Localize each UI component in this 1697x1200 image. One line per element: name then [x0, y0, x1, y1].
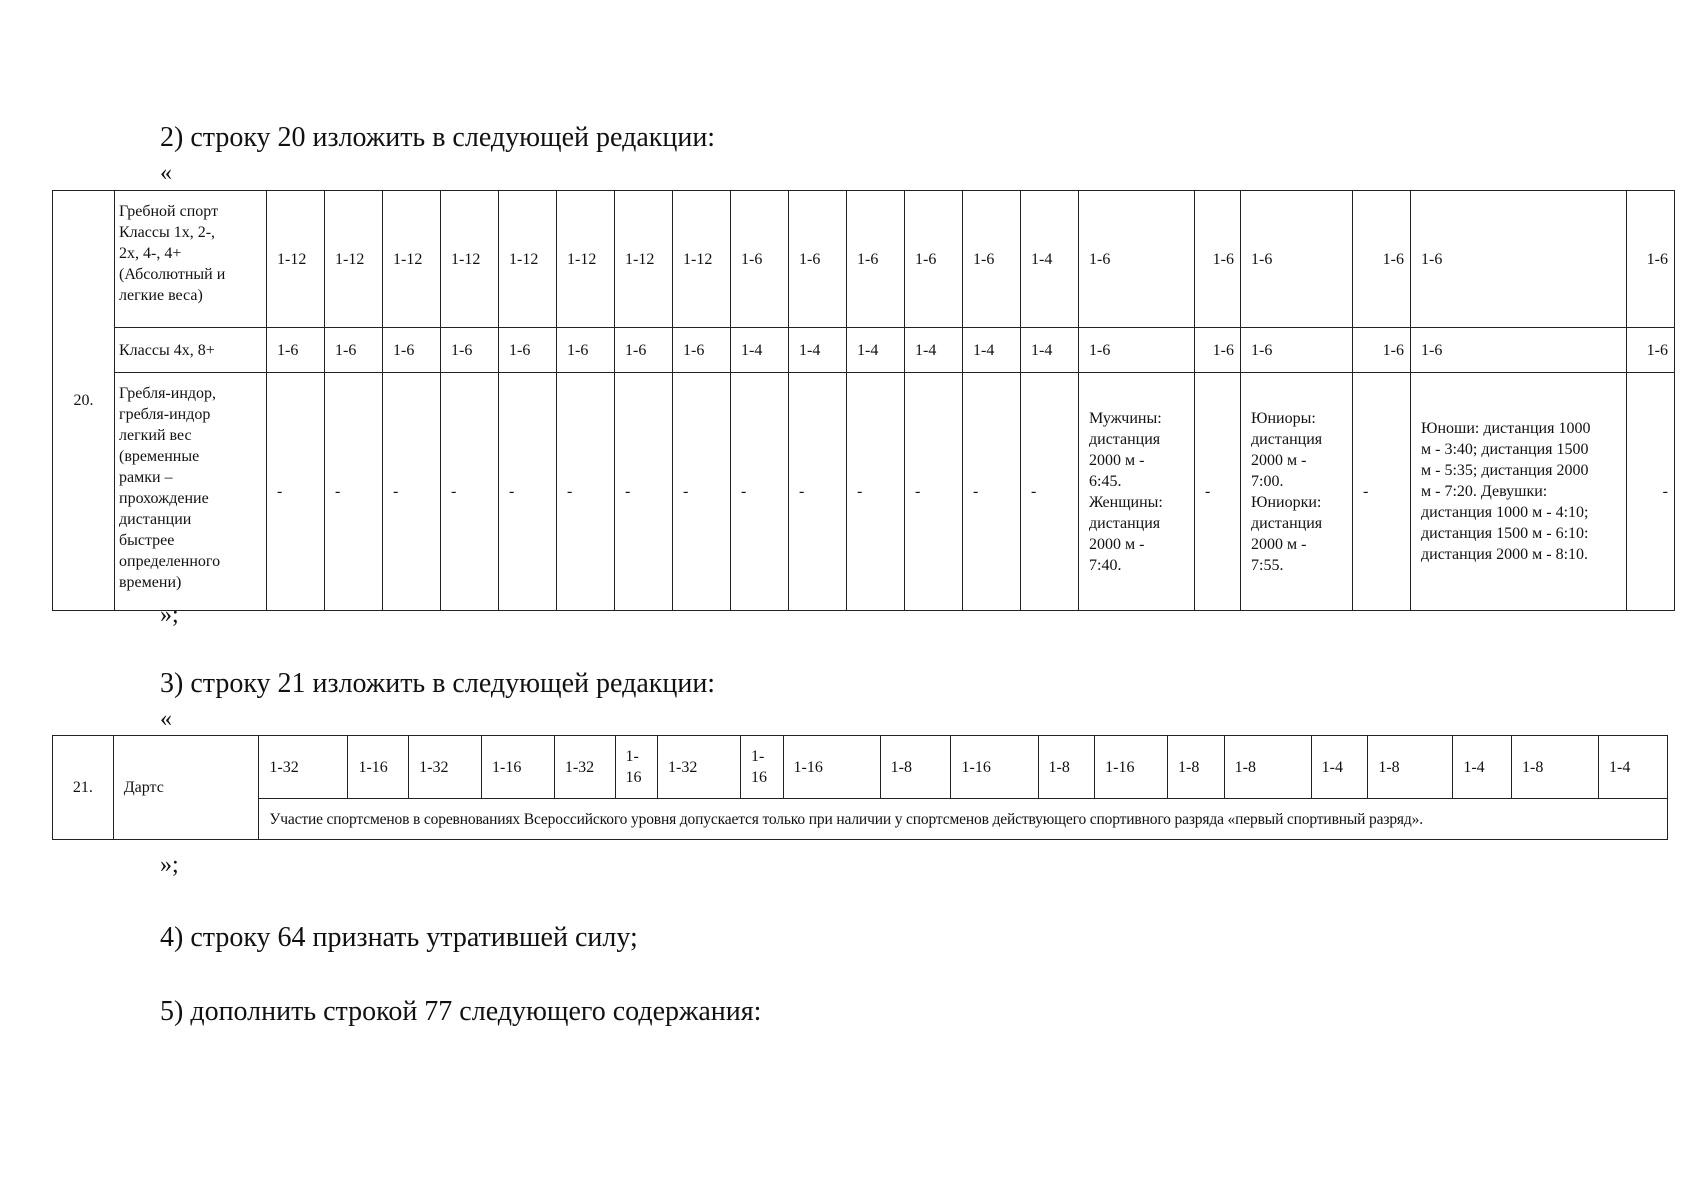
place-range-cell — [1224, 736, 1311, 799]
indoor-rowing-cell — [115, 373, 267, 611]
text-line: 1-8 — [890, 758, 912, 776]
text-line: дистанция — [1089, 514, 1161, 532]
text-line: Гребля-индор, — [119, 385, 217, 402]
place-range-cell: 1-12 — [557, 191, 615, 328]
place-range-cell: 1-4 — [789, 328, 847, 373]
text-line: (временные — [119, 448, 200, 465]
text-line: дистанция — [1251, 514, 1323, 532]
dash-cell: - — [557, 373, 615, 611]
item-3-heading: 3) строку 21 изложить в следующей редакции: — [160, 668, 716, 699]
text-line: Женщины: — [1089, 493, 1163, 511]
place-range-cell: 1-6 — [1079, 191, 1195, 328]
place-range-cell — [409, 736, 482, 799]
text-line: Мужчины: — [1089, 409, 1162, 427]
text-line: легкие веса) — [119, 287, 203, 304]
place-range-cell: 1-6 — [1627, 191, 1675, 328]
place-range-cell — [482, 736, 555, 799]
text-line: рамки – — [119, 469, 173, 486]
place-range-cell: 1-6 — [499, 328, 557, 373]
text-line: 1-4 — [1609, 758, 1631, 776]
text-line: 1-8 — [1048, 758, 1070, 776]
place-range-cell: 1-4 — [1021, 191, 1079, 328]
text-line: 16 — [751, 769, 768, 786]
text-line: 1-16 — [1105, 758, 1135, 776]
place-range-cell: 1-4 — [905, 328, 963, 373]
place-range-cell: 1-6 — [847, 191, 905, 328]
text-line: 2000 м - — [1089, 535, 1145, 553]
text-line: м - 7:20. Девушки: — [1421, 483, 1548, 500]
place-range-cell: 1-12 — [615, 191, 673, 328]
dash-cell: - — [1627, 373, 1675, 611]
item-2-close-quote: »; — [160, 602, 179, 628]
text-line: 1-8 — [1234, 758, 1256, 776]
place-range-cell — [741, 736, 784, 799]
place-range-cell — [259, 736, 348, 799]
place-range-cell: 1-12 — [325, 191, 383, 328]
place-range-cell: 1-6 — [963, 191, 1021, 328]
place-range-cell: 1-6 — [673, 328, 731, 373]
item-5-heading: 5) дополнить строкой 77 следующего содержания: — [160, 996, 762, 1027]
place-range-cell: 1-6 — [1411, 328, 1627, 373]
dash-cell: - — [1195, 373, 1241, 611]
place-range-cell: 1-12 — [441, 191, 499, 328]
text-line: 2000 м - — [1251, 451, 1307, 469]
text-line: 1-32 — [668, 758, 698, 776]
text-line: Классы 4х, 8+ — [119, 341, 215, 359]
text-line: м - 5:35; дистанция 2000 — [1421, 462, 1589, 479]
text-line: времени) — [119, 574, 182, 591]
text-line: м - 3:40; дистанция 1500 — [1421, 441, 1589, 458]
text-line: Юниорки: — [1251, 493, 1322, 511]
place-range-cell: 1-4 — [847, 328, 905, 373]
dash-cell: - — [789, 373, 847, 611]
text-line: 1-8 — [1378, 758, 1400, 776]
text-line: 16 — [625, 769, 642, 786]
text-line: определенного — [119, 553, 221, 570]
place-range-cell: 1-6 — [1079, 328, 1195, 373]
dash-cell: - — [615, 373, 673, 611]
text-line: 6:45. — [1089, 472, 1122, 490]
text-line: 1-16 — [793, 758, 823, 776]
place-range-cell: 1-6 — [731, 191, 789, 328]
place-range-cell: 1-6 — [1353, 328, 1411, 373]
dash-cell: - — [267, 373, 325, 611]
place-range-cell: 1-6 — [267, 328, 325, 373]
sport-classes-cell — [115, 328, 267, 373]
place-range-cell — [348, 736, 409, 799]
dash-cell: - — [325, 373, 383, 611]
text-line: Юноши: дистанция 1000 — [1421, 420, 1591, 437]
text-line: 1- — [625, 748, 639, 765]
men-women-standard-cell — [1079, 373, 1195, 611]
place-range-cell: 1-6 — [1411, 191, 1627, 328]
text-line: прохождение — [119, 490, 209, 507]
text-line: 1-16 — [358, 758, 388, 776]
dash-cell: - — [1021, 373, 1079, 611]
participation-note: Участие спортсменов в соревнованиях Всероссийского уровня допускается только при наличии у спортсменов действующего спортивного разряда «первый спортивный разряд». — [259, 799, 1668, 840]
text-line: 1-32 — [269, 758, 299, 776]
place-range-cell — [554, 736, 615, 799]
place-range-cell: 1-12 — [673, 191, 731, 328]
text-line: 1- — [751, 748, 765, 765]
row-number: 21. — [53, 736, 114, 840]
place-range-cell: 1-6 — [615, 328, 673, 373]
text-line: быстрее — [119, 532, 175, 549]
place-range-cell — [880, 736, 951, 799]
place-range-cell — [1368, 736, 1453, 799]
text-line: 1-8 — [1178, 758, 1200, 776]
item-3-close-quote: »; — [160, 852, 179, 878]
text-line: 1-4 — [1321, 758, 1343, 776]
place-range-cell: 1-12 — [499, 191, 557, 328]
place-range-cell: 1-4 — [731, 328, 789, 373]
dash-cell: - — [847, 373, 905, 611]
dash-cell: - — [963, 373, 1021, 611]
place-range-cell — [951, 736, 1038, 799]
place-range-cell: 1-6 — [1241, 191, 1353, 328]
text-line: Классы 1х, 2-, — [119, 224, 216, 241]
place-range-cell — [1168, 736, 1225, 799]
text-line: 2х, 4-, 4+ — [119, 245, 182, 262]
place-range-cell: 1-6 — [383, 328, 441, 373]
text-line: 1-16 — [961, 758, 991, 776]
place-range-cell: 1-12 — [383, 191, 441, 328]
place-range-cell: 1-6 — [1241, 328, 1353, 373]
place-range-cell: 1-6 — [1195, 328, 1241, 373]
row-21-table — [52, 735, 1668, 840]
text-line: 1-32 — [419, 758, 449, 776]
place-range-cell: 1-6 — [789, 191, 847, 328]
item-2-heading: 2) строку 20 изложить в следующей редакции: — [160, 122, 716, 153]
dash-cell: - — [731, 373, 789, 611]
place-range-cell — [1311, 736, 1368, 799]
text-line: 7:40. — [1089, 556, 1122, 574]
text-line: дистанция 2000 м - 8:10. — [1421, 546, 1589, 563]
place-range-cell — [1453, 736, 1512, 799]
text-line: 7:55. — [1251, 556, 1284, 574]
text-line: (Абсолютный и — [119, 266, 226, 283]
sport-name-cell: Дартс — [113, 736, 259, 840]
place-range-cell: 1-6 — [441, 328, 499, 373]
text-line: 1-4 — [1463, 758, 1485, 776]
text-line: Гребной спорт — [119, 203, 219, 220]
place-range-cell: 1-6 — [905, 191, 963, 328]
youth-standard-cell — [1411, 373, 1627, 611]
text-line: Юниоры: — [1251, 409, 1316, 427]
dash-cell: - — [499, 373, 557, 611]
juniors-standard-cell — [1241, 373, 1353, 611]
place-range-cell — [615, 736, 658, 799]
place-range-cell: 1-6 — [325, 328, 383, 373]
text-line: 2000 м - — [1251, 535, 1307, 553]
text-line: дистанции — [119, 511, 192, 528]
item-4-heading: 4) строку 64 признать утратившей силу; — [160, 922, 638, 953]
place-range-cell: 1-4 — [963, 328, 1021, 373]
text-line: легкий вес — [119, 427, 192, 444]
text-line: 1-16 — [492, 758, 522, 776]
text-line: 2000 м - — [1089, 451, 1145, 469]
text-line: 1-8 — [1522, 758, 1544, 776]
dash-cell: - — [673, 373, 731, 611]
place-range-cell — [1095, 736, 1168, 799]
text-line: 1-32 — [564, 758, 595, 776]
text-line: 7:00. — [1251, 472, 1284, 490]
text-line: дистанция 1500 м - 6:10: — [1421, 525, 1589, 542]
place-range-cell: 1-6 — [1353, 191, 1411, 328]
sport-name-cell — [115, 191, 267, 328]
dash-cell: - — [905, 373, 963, 611]
item-3-open-quote: « — [160, 706, 172, 732]
row-20-table — [52, 190, 1675, 611]
place-range-cell: 1-12 — [267, 191, 325, 328]
text-line: дистанция — [1251, 430, 1323, 448]
row-number: 20. — [53, 191, 115, 611]
place-range-cell — [783, 736, 880, 799]
place-range-cell: 1-6 — [1195, 191, 1241, 328]
place-range-cell — [658, 736, 741, 799]
dash-cell: - — [1353, 373, 1411, 611]
dash-cell: - — [441, 373, 499, 611]
place-range-cell: 1-6 — [1627, 328, 1675, 373]
item-2-open-quote: « — [160, 160, 172, 186]
text-line: дистанция — [1089, 430, 1161, 448]
place-range-cell — [1038, 736, 1095, 799]
place-range-cell — [1512, 736, 1599, 799]
text-line: дистанция 1000 м - 4:10; — [1421, 504, 1589, 521]
place-range-cell: 1-4 — [1021, 328, 1079, 373]
dash-cell: - — [383, 373, 441, 611]
text-line: гребля-индор — [119, 406, 211, 423]
place-range-cell: 1-6 — [557, 328, 615, 373]
place-range-cell — [1599, 736, 1668, 799]
